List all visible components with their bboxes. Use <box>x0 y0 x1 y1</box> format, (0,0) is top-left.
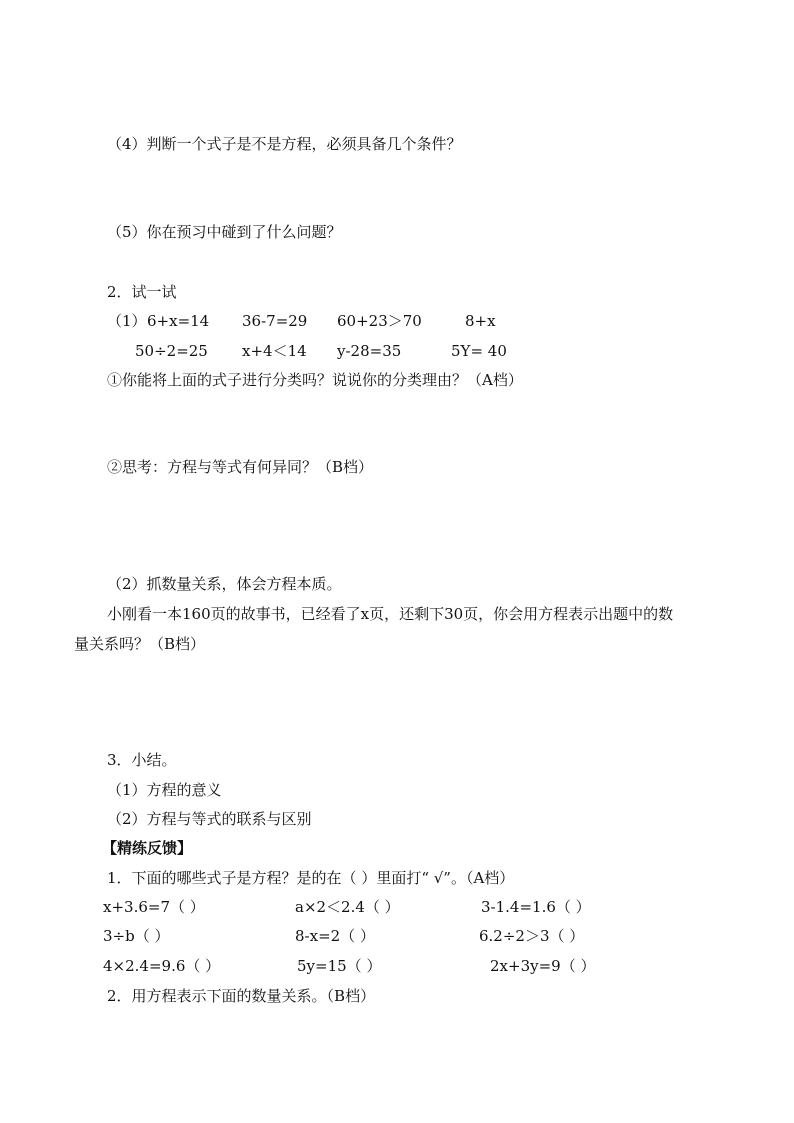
practice-grid-cell-r2c2: 8-x=2（ ） <box>295 927 375 945</box>
try-row2-expr-4: 5Y= 40 <box>451 342 507 360</box>
try-classify-question: ①你能将上面的式子进行分类吗？说说你的分类理由？（A档） <box>107 371 523 389</box>
try-row1-expr-1: 6+x=14 <box>147 312 210 330</box>
practice-grid-cell-r3c3: 2x+3y=9（ ） <box>490 957 596 975</box>
practice-grid-cell-r3c2: 5y=15（ ） <box>297 957 382 975</box>
practice-grid-cell-r1c2: a×2＜2.4（ ） <box>295 898 400 916</box>
part2-paragraph-line2: 量关系吗？（B档） <box>74 635 206 653</box>
practice-grid-cell-r1c1: x+3.6=7（ ） <box>103 898 205 916</box>
try-heading: 2．试一试 <box>107 283 177 301</box>
practice-grid-cell-r2c1: 3÷b（ ） <box>103 927 170 945</box>
practice-grid-cell-r1c3: 3-1.4=1.6（ ） <box>481 898 591 916</box>
try-row1-expr-2: 36-7=29 <box>242 312 308 330</box>
part2-heading: （2）抓数量关系，体会方程本质。 <box>107 575 342 593</box>
try-row2-expr-3: y-28=35 <box>337 342 402 360</box>
summary-heading: 3．小结。 <box>107 751 177 769</box>
practice-question-1: 1．下面的哪些式子是方程？是的在（ ）里面打“ √”。（A档） <box>107 869 515 887</box>
summary-item-2: （2）方程与等式的联系与区别 <box>107 810 312 828</box>
try-row1-prefix: （1） <box>107 312 147 330</box>
try-row2-expr-1: 50÷2=25 <box>135 342 208 360</box>
practice-grid-cell-r2c3: 6.2÷2＞3（ ） <box>479 927 585 945</box>
question-4: （4）判断一个式子是不是方程，必须具备几个条件？ <box>107 135 462 153</box>
try-think-question: ②思考：方程与等式有何异同？（B档） <box>107 458 374 476</box>
try-row2-expr-2: x+4＜14 <box>242 342 307 360</box>
part2-paragraph-line1: 小刚看一本160页的故事书，已经看了x页，还剩下30页，你会用方程表示出题中的数 <box>107 605 674 623</box>
practice-question-2: 2．用方程表示下面的数量关系。（B档） <box>107 987 376 1005</box>
practice-heading: 【精练反馈】 <box>102 839 193 857</box>
question-5: （5）你在预习中碰到了什么问题？ <box>107 223 342 241</box>
try-row1-expr-4: 8+x <box>465 312 496 330</box>
summary-item-1: （1）方程的意义 <box>107 781 222 799</box>
try-row1-expr-3: 60+23＞70 <box>337 312 422 330</box>
practice-grid-cell-r3c1: 4×2.4=9.6（ ） <box>103 957 221 975</box>
